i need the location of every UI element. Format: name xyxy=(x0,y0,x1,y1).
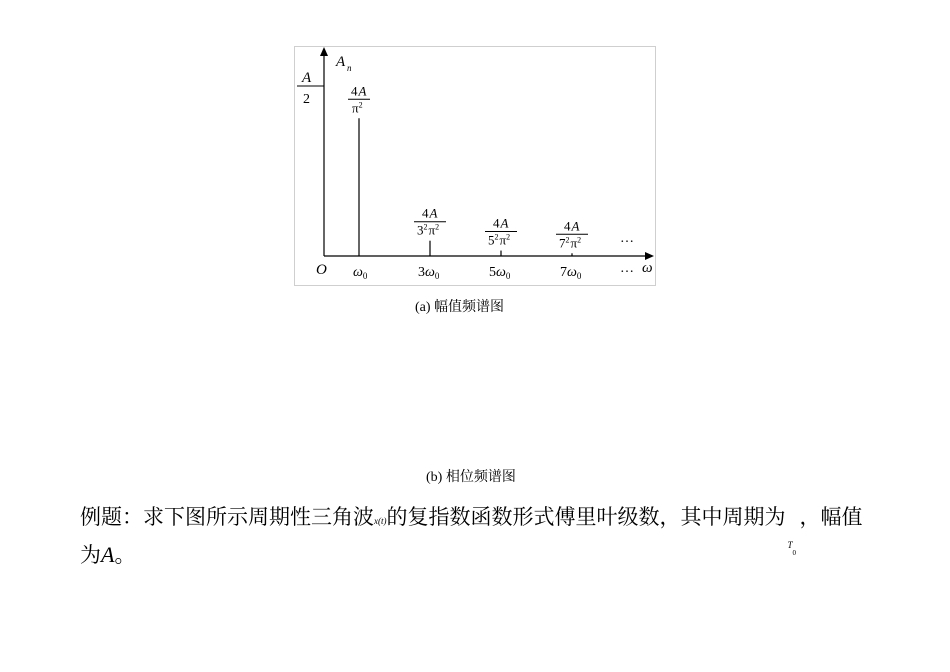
x-tick-label: $\omega_0$ xyxy=(353,265,368,281)
value-label-numerator: 4A xyxy=(493,215,509,231)
period-symbol xyxy=(786,518,800,557)
stem-ellipsis: … xyxy=(620,231,634,246)
value-label-denominator: $\pi^2$ xyxy=(352,100,363,116)
problem-text-2: 的复指数函数形式傅里叶级数，其中周期为 xyxy=(386,505,786,529)
caption-amplitude-spectrum: (a) 幅值频谱图 xyxy=(415,300,505,315)
value-label-denominator: $5^2\pi^2$ xyxy=(488,232,511,248)
problem-text-3: ，幅值为 xyxy=(80,505,863,567)
stem-harmonic-5 xyxy=(485,216,517,281)
amplitude-spectrum-chart xyxy=(294,46,656,286)
y-tick-denominator: 2 xyxy=(303,92,310,107)
y-axis-label: A xyxy=(336,54,346,70)
function-symbol: x(t) xyxy=(374,516,387,526)
origin-label: O xyxy=(316,262,327,278)
value-label-numerator: 4A xyxy=(564,218,580,234)
stem-harmonic-3 xyxy=(414,206,446,281)
x-axis-label: ω xyxy=(642,260,653,276)
stems-layer xyxy=(348,83,588,281)
y-tick-numerator: A xyxy=(302,70,312,86)
y-axis-label-sub: n xyxy=(347,63,352,73)
problem-text-1: 例题：求下图所示周期性三角波 xyxy=(80,505,374,529)
stem-harmonic-1 xyxy=(348,83,370,281)
amplitude-symbol: A xyxy=(101,542,115,567)
value-label-denominator: $7^2\pi^2$ xyxy=(559,235,582,251)
x-tick-label: $7\omega_0$ xyxy=(560,265,582,281)
x-tick-label: $3\omega_0$ xyxy=(418,265,440,281)
period-symbol-t: T xyxy=(787,540,793,550)
value-label-numerator: 4A xyxy=(351,83,367,99)
y-axis-arrow xyxy=(320,47,328,56)
x-tick-label: $5\omega_0$ xyxy=(489,265,511,281)
period-symbol-sub: 0 xyxy=(792,549,796,557)
y-tick-a-half xyxy=(297,70,324,107)
chart-frame xyxy=(295,47,656,286)
problem-statement xyxy=(80,500,880,572)
problem-text-4: 。 xyxy=(114,543,136,567)
stem-harmonic-7 xyxy=(556,218,588,281)
x-axis-ellipsis: … xyxy=(620,261,634,276)
value-label-denominator: $3^2\pi^2$ xyxy=(417,222,440,238)
caption-phase-spectrum: (b) 相位频谱图 xyxy=(426,470,516,485)
value-label-numerator: 4A xyxy=(422,205,438,221)
x-axis-arrow xyxy=(645,252,654,260)
